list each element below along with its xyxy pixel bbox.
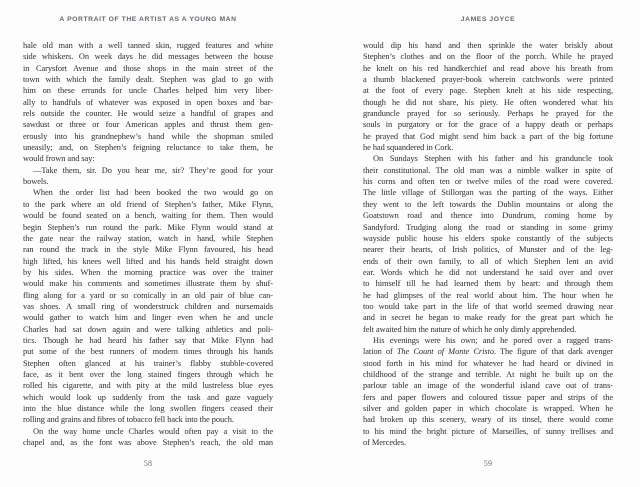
text-line: On Sundays Stephen with his father and his granduncle took xyxy=(373,154,613,164)
text-line: Goatstown road and thence into Dundrum, coming home by xyxy=(363,211,613,221)
text-line: childhood of the strange and terrible. At night he built up on the xyxy=(363,369,613,379)
running-header-title: A PORTRAIT OF THE ARTIST AS A YOUNG MAN xyxy=(59,16,237,23)
text-line: His evenings were his own; and he pored over a ragged trans- xyxy=(373,335,613,345)
text-line: he knelt on his red handkerchief and read above his breath from xyxy=(363,63,613,73)
text-line: souls in purgatory or for the grace of a happy death or perhaps xyxy=(363,120,613,130)
text-line: would be found seated on a bench, waiting for them. Then would xyxy=(23,211,273,221)
text-line: too would take part in the life of that world seemed drawing near xyxy=(363,301,613,311)
text-line: in Carysfort Avenue and those shops in the main street of the xyxy=(23,63,273,73)
text-line: he had glimpses of the real world about him. The hour when he xyxy=(363,290,613,300)
text-line: ran round the track in the style Mike Flynn favoured, his head xyxy=(23,245,273,255)
text-segment: lation of xyxy=(363,347,397,357)
text-line: hale old man with a well tanned skin, rugged features and white xyxy=(23,41,273,50)
text-line: had broken up this scenery, weary of its tinsel, there would come xyxy=(363,415,613,425)
text-line: bowels. xyxy=(23,177,49,187)
text-line: silver and golden paper in which chocolate is wrapped. When he xyxy=(363,404,613,413)
text-line: ends of their own family, to all of which Stephen lent an avid xyxy=(363,256,613,266)
text-line: to himself till he had learned them by heart: and through them xyxy=(363,279,613,289)
page-text xyxy=(23,40,273,448)
text-line: The little village of Stillorgan was the parting of the ways. Either xyxy=(363,188,613,198)
text-line: begin Stephen’s run round the park. Mike Flynn would stand at xyxy=(23,222,273,232)
text-line: the gate near the railway station, watch in hand, while Stephen xyxy=(23,233,273,243)
text-line: would make his comments and sometimes illustrate them by shuf- xyxy=(23,279,273,289)
text-line: Stephen often glanced at his trainer’s flabby stubble-covered xyxy=(23,358,273,368)
text-line: though he did not share, his piety. He often wondered what his xyxy=(363,97,613,107)
text-line: stood forth in his mind for whatever he had heard or divined in xyxy=(363,358,613,368)
text-line: he prayed that God might send him back a part of the big fortune xyxy=(363,131,613,141)
text-line: nearer their hearts, of Irish politics, of Munster and of the leg- xyxy=(363,245,613,255)
text-line: When the order list had been booked the two would go on xyxy=(33,188,273,198)
text-line: sawdust or three or four American apples and thrust them gen- xyxy=(23,120,273,130)
text-line: would frown and say: xyxy=(23,154,95,164)
text-line: rels outside the counter. He would seize a handful of grapes and xyxy=(23,109,273,119)
text-line: Sandyford. Trudging along the road or standing in some grimy xyxy=(363,222,613,232)
text-line: him on these errands for uncle Charles helped him very liber- xyxy=(23,86,273,96)
text-line: at the foot of every page. Stephen knelt at his side respecting, xyxy=(363,86,613,96)
text-line: wayside public house his elders spoke constantly of the subjects xyxy=(363,233,613,243)
italic-text-segment: The Count of Monte Cristo xyxy=(396,347,494,357)
text-line: vas shoes. A small ring of wonderstruck children and nursemaids xyxy=(23,301,273,311)
text-line: ear. Words which he did not understand he said over and over xyxy=(363,267,613,277)
text-line: face, as it bent over the long stained fingers through which he xyxy=(23,369,273,379)
text-line: Stephen’s clothes and on the floor of the porch. While he prayed xyxy=(363,52,613,62)
text-line: fling along for a yard or so comically in an old pair of blue can- xyxy=(23,290,273,300)
text-line: uneasily; and, on Stephen’s feigning reluctance to take them, he xyxy=(23,143,273,153)
text-line: rolling and grains and fibres of tobacco fell back into the pouch. xyxy=(23,415,234,425)
page-left xyxy=(23,0,273,487)
text-line: a thumb blackened prayer-book wherein catchwords were printed xyxy=(363,75,613,85)
page-number: 58 xyxy=(143,459,153,468)
text-line: granduncle prayed for so seriously. Perhaps he prayed for the xyxy=(363,109,613,119)
text-line: —Take them, sir. Do you hear me, sir? They’re good for your xyxy=(33,165,273,175)
page-text xyxy=(363,40,613,448)
text-line: ally to handfuls of whatever was exposed in open boxes and bar- xyxy=(23,97,273,107)
text-line: they went to the left towards the Dublin mountains or along the xyxy=(363,199,613,209)
text-line: town with which the family dealt. Stephen was glad to go with xyxy=(23,75,273,85)
text-line: to his mind the bright picture of Marseilles, of sunny trellises and xyxy=(363,426,613,436)
text-segment: . The figure of that dark avenger xyxy=(493,347,613,357)
text-line: which would look up suddenly from the task and gaze vaguely xyxy=(23,392,273,402)
text-line: would dip his hand and then sprinkle the water briskly about xyxy=(363,41,613,50)
text-line: felt awaited him the nature of which he only dimly apprehended. xyxy=(363,324,577,334)
text-line: rolled his cigarette, and with pity at the mild lustreless blue eyes xyxy=(23,381,273,391)
text-line: his corns and often ten or twelve miles of the road were covered. xyxy=(363,177,613,187)
text-line: fers and paper flowers and coloured tissue paper and strips of the xyxy=(363,392,613,402)
page-number: 59 xyxy=(483,459,493,468)
text-line: On the way home uncle Charles would often pay a visit to the xyxy=(33,426,273,436)
text-line: high lifted, his knees well lifted and his hands held straight down xyxy=(23,256,273,266)
text-line: put some of the best runners of modern times through his hands xyxy=(23,347,273,357)
text-line: of Mercedes. xyxy=(363,438,406,448)
text-line: he had squandered in Cork. xyxy=(363,143,454,153)
running-header-author: JAMES JOYCE xyxy=(460,16,516,23)
text-line: tics. Though he had heard his father say that Mike Flynn had xyxy=(23,335,273,345)
text-line: side whiskers. On week days he did messages between the house xyxy=(23,52,273,62)
text-line: to the park where an old friend of Stephen’s father, Mike Flynn, xyxy=(23,199,273,209)
page-right xyxy=(363,0,613,487)
text-line xyxy=(363,346,613,357)
text-line: would gather to watch him and linger even when he and uncle xyxy=(23,313,273,323)
text-line: into the blue distance while the long swollen fingers ceased their xyxy=(23,404,273,413)
text-line: and in secret he began to make ready for the great part which he xyxy=(363,313,613,323)
text-line: parlour table an image of the wonderful island cave out of trans- xyxy=(363,381,613,391)
text-line: their constitutional. The old man was a nimble walker in spite of xyxy=(363,165,613,175)
text-line: Charles had sat down again and were talking athletics and poli- xyxy=(23,324,273,334)
text-line: erously into his grandnephew’s hand while the shopman smiled xyxy=(23,131,273,141)
text-line: by his sides. When the morning practice was over the trainer xyxy=(23,267,273,277)
text-line: chapel and, as the font was above Stephen’s reach, the old man xyxy=(23,438,273,448)
